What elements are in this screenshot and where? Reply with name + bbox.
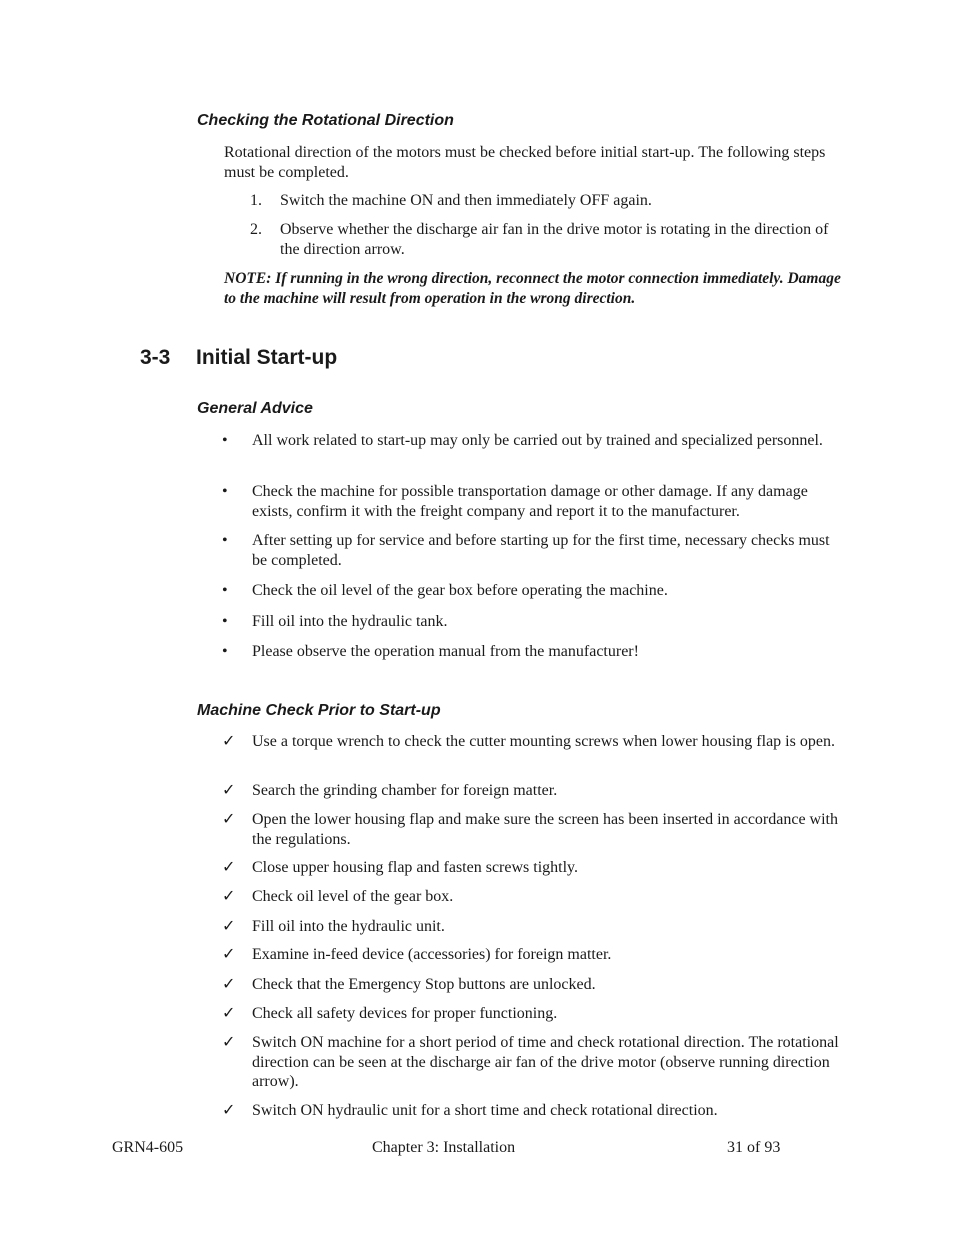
list-item-text: Check the machine for possible transportation damage or other damage. If any damage exists, confirm it with the freight company and report it to the manufacturer.: [252, 483, 808, 520]
step-number: 2.: [250, 221, 262, 238]
list-item-text: After setting up for service and before starting up for the first time, necessary checks must be completed.: [252, 532, 830, 569]
list-item: [222, 1101, 847, 1121]
list-item: [222, 781, 847, 801]
list-item: [250, 191, 840, 211]
section-number: 3-3: [140, 346, 171, 369]
bullet-icon: •: [222, 532, 228, 549]
list-item-text: Fill oil into the hydraulic unit.: [252, 918, 445, 935]
section-heading-machine-check: Machine Check Prior to Start-up: [197, 702, 441, 719]
list-item-text: Use a torque wrench to check the cutter mounting screws when lower housing flap is open.: [252, 733, 835, 750]
list-item-text: Switch ON hydraulic unit for a short time and check rotational direction.: [252, 1102, 718, 1119]
list-item: [222, 810, 847, 849]
list-item: [222, 581, 847, 601]
list-item: [222, 732, 847, 752]
footer-page-number: 31 of 93: [727, 1139, 781, 1156]
section-title-text: Initial Start-up: [196, 346, 338, 369]
list-item-text: Please observe the operation manual from the manufacturer!: [252, 643, 639, 660]
bullet-icon: •: [222, 582, 228, 599]
list-item: [222, 945, 847, 965]
footer-doc-id: GRN4-605: [112, 1139, 184, 1156]
list-item-text: Switch ON machine for a short period of time and check rotational direction. The rotational direction can be seen at the discharge air fan of the drive motor (observe running direction arrow).: [252, 1034, 839, 1090]
list-item: [222, 612, 847, 632]
checkmark-icon: ✓: [222, 782, 236, 799]
section-heading-rotational-direction: Checking the Rotational Direction: [197, 112, 454, 129]
step-text: Observe whether the discharge air fan in the drive motor is rotating in the direction of the direction arrow.: [280, 221, 829, 258]
list-item: [222, 431, 847, 451]
section-title-initial-startup: [140, 346, 337, 370]
list-item: [222, 858, 847, 878]
section-heading-general-advice: General Advice: [197, 400, 313, 417]
checkmark-icon: ✓: [222, 1102, 236, 1119]
list-item-text: Check all safety devices for proper functioning.: [252, 1005, 558, 1022]
list-item-text: Check oil level of the gear box.: [252, 888, 454, 905]
list-item: [222, 482, 847, 521]
bullet-icon: •: [222, 613, 228, 630]
step-number: 1.: [250, 192, 262, 209]
checkmark-icon: ✓: [222, 946, 236, 963]
checkmark-icon: ✓: [222, 888, 236, 905]
list-item: [222, 642, 847, 662]
step-text: Switch the machine ON and then immediately OFF again.: [280, 192, 652, 209]
list-item-text: Check that the Emergency Stop buttons are unlocked.: [252, 976, 596, 993]
list-item: [222, 1033, 847, 1092]
bullet-icon: •: [222, 483, 228, 500]
list-item-text: Fill oil into the hydraulic tank.: [252, 613, 448, 630]
footer-chapter: Chapter 3: Installation: [372, 1139, 516, 1156]
checkmark-icon: ✓: [222, 811, 236, 828]
list-item: [222, 531, 847, 570]
checkmark-icon: ✓: [222, 733, 236, 750]
checkmark-icon: ✓: [222, 976, 236, 993]
list-item-text: Search the grinding chamber for foreign matter.: [252, 782, 558, 799]
warning-note: NOTE: If running in the wrong direction, reconnect the motor connection immediately. Damage to the machine will result from operation in the wrong direction.: [224, 270, 841, 307]
list-item-text: Examine in-feed device (accessories) for foreign matter.: [252, 946, 612, 963]
bullet-icon: •: [222, 643, 228, 660]
list-item-text: Check the oil level of the gear box before operating the machine.: [252, 582, 668, 599]
list-item: [222, 975, 847, 995]
list-item-text: Open the lower housing flap and make sure the screen has been inserted in accordance with the regulations.: [252, 811, 838, 848]
list-item-text: All work related to start-up may only be carried out by trained and specialized personnel.: [252, 432, 823, 449]
list-item: [222, 1004, 847, 1024]
bullet-icon: •: [222, 432, 228, 449]
checkmark-icon: ✓: [222, 1005, 236, 1022]
checkmark-icon: ✓: [222, 859, 236, 876]
checkmark-icon: ✓: [222, 918, 236, 935]
list-item: [250, 220, 840, 259]
list-item-text: Close upper housing flap and fasten screws tightly.: [252, 859, 579, 876]
checkmark-icon: ✓: [222, 1034, 236, 1051]
list-item: [222, 887, 847, 907]
list-item: [222, 917, 847, 937]
rotation-intro-paragraph: Rotational direction of the motors must be checked before initial start-up. The following steps must be completed.: [224, 144, 826, 181]
